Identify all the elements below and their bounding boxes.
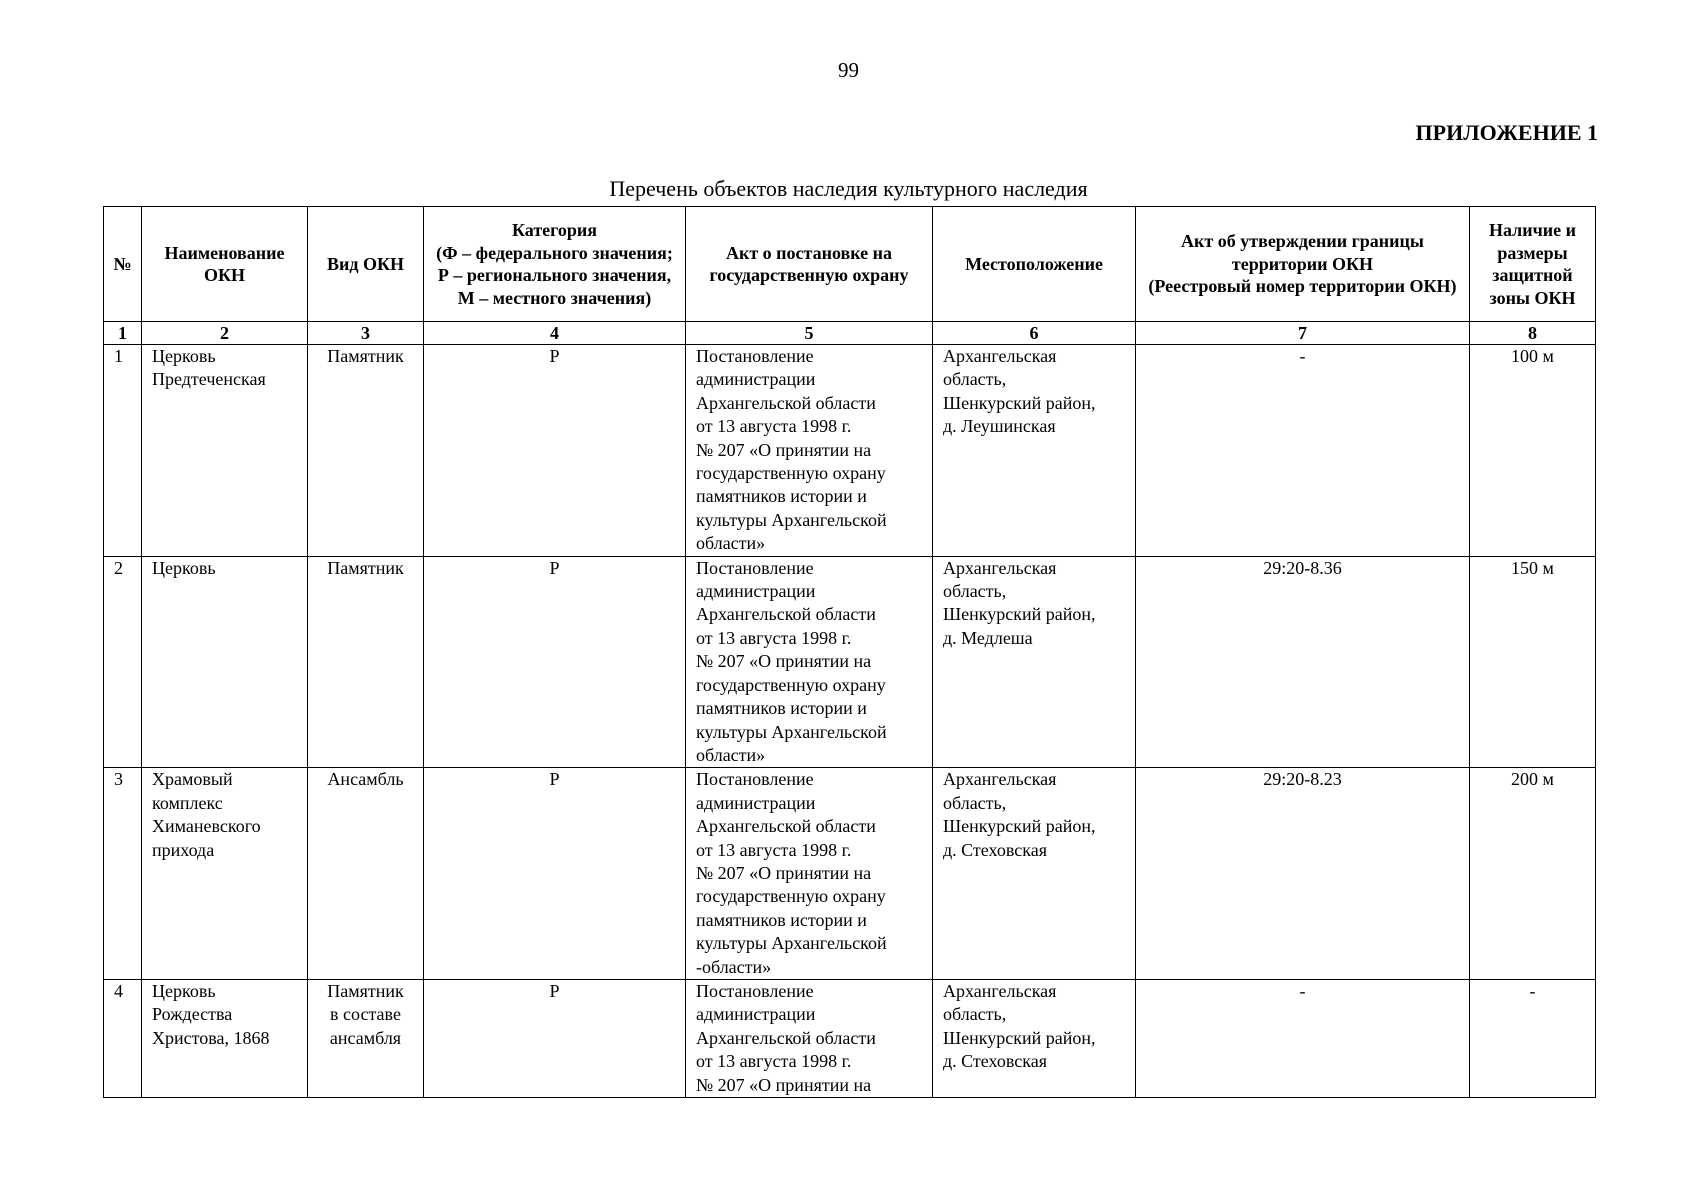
column-header-number: № — [104, 207, 142, 322]
column-header-location: Местоположение — [933, 207, 1136, 322]
document-title: Перечень объектов наследия культурного наследия — [609, 176, 1088, 201]
protection-act: Постановление администрации Архангельской области от 13 августа 1998 г. № 207 «О принятии на — [686, 979, 933, 1097]
object-category: Р — [424, 345, 686, 557]
object-location: Архангельская область, Шенкурский район, д. Стеховская — [933, 979, 1136, 1097]
column-number: 5 — [686, 322, 933, 345]
object-name: Церковь — [142, 556, 308, 768]
object-name: Церковь Рождества Христова, 1868 — [142, 979, 308, 1097]
row-number: 4 — [104, 979, 142, 1097]
row-number: 3 — [104, 768, 142, 980]
column-number: 3 — [308, 322, 424, 345]
object-type: Памятник в составе ансамбля — [308, 979, 424, 1097]
column-header-name: Наименование ОКН — [142, 207, 308, 322]
protective-zone: - — [1470, 979, 1596, 1097]
row-number: 1 — [104, 345, 142, 557]
object-category: Р — [424, 556, 686, 768]
column-header-boundary-act: Акт об утверждении границы территории ОКН (Реестровый номер территории ОКН) — [1136, 207, 1470, 322]
column-header-type: Вид ОКН — [308, 207, 424, 322]
protection-act: Постановление администрации Архангельской области от 13 августа 1998 г. № 207 «О принятии на государственную охрану памятников истории и культуры Архангельской области» — [686, 345, 933, 557]
registry-number: - — [1136, 345, 1470, 557]
column-number: 1 — [104, 322, 142, 345]
object-type: Памятник — [308, 556, 424, 768]
protection-act: Постановление администрации Архангельской области от 13 августа 1998 г. № 207 «О принятии на государственную охрану памятников истории и культуры Архангельской области» — [686, 556, 933, 768]
protection-act: Постановление администрации Архангельской области от 13 августа 1998 г. № 207 «О принятии на государственную охрану памятников истории и культуры Архангельской -области» — [686, 768, 933, 980]
registry-number: 29:20-8.36 — [1136, 556, 1470, 768]
object-type: Памятник — [308, 345, 424, 557]
object-type: Ансамбль — [308, 768, 424, 980]
column-number: 6 — [933, 322, 1136, 345]
column-number: 8 — [1470, 322, 1596, 345]
heritage-objects-table — [103, 206, 1596, 1098]
object-name: Храмовый комплекс Химаневского прихода — [142, 768, 308, 980]
object-location: Архангельская область, Шенкурский район, д. Медлеша — [933, 556, 1136, 768]
column-number: 4 — [424, 322, 686, 345]
column-number: 7 — [1136, 322, 1470, 345]
appendix-label: ПРИЛОЖЕНИЕ 1 — [1415, 120, 1598, 145]
column-header-protective-zone: Наличие и размеры защитной зоны ОКН — [1470, 207, 1596, 322]
table-row — [104, 768, 1596, 980]
table-row — [104, 556, 1596, 768]
column-number: 2 — [142, 322, 308, 345]
protective-zone: 150 м — [1470, 556, 1596, 768]
protective-zone: 100 м — [1470, 345, 1596, 557]
object-category: Р — [424, 979, 686, 1097]
registry-number: 29:20-8.23 — [1136, 768, 1470, 980]
table-row — [104, 979, 1596, 1097]
object-name: Церковь Предтеченская — [142, 345, 308, 557]
column-header-category: Категория (Ф – федерального значения; Р – регионального значения, М – местного значения) — [424, 207, 686, 322]
protective-zone: 200 м — [1470, 768, 1596, 980]
table-row — [104, 345, 1596, 557]
object-location: Архангельская область, Шенкурский район, д. Стеховская — [933, 768, 1136, 980]
object-category: Р — [424, 768, 686, 980]
column-header-protection-act: Акт о постановке на государственную охрану — [686, 207, 933, 322]
registry-number: - — [1136, 979, 1470, 1097]
page-number: 99 — [838, 58, 859, 82]
object-location: Архангельская область, Шенкурский район, д. Леушинская — [933, 345, 1136, 557]
row-number: 2 — [104, 556, 142, 768]
